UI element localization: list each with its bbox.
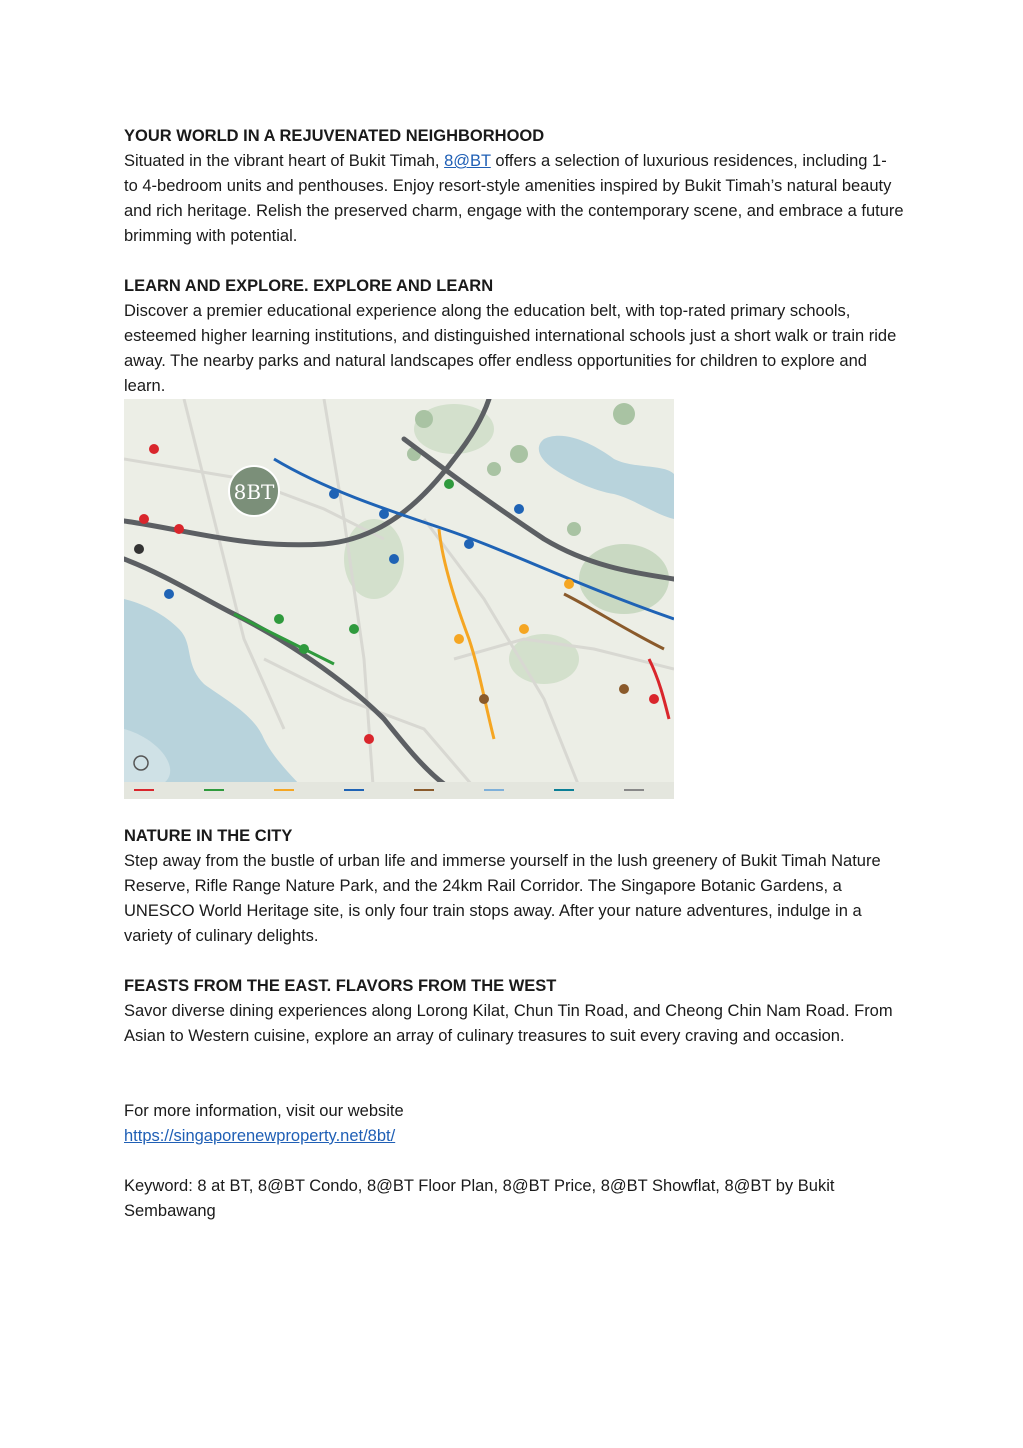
section-text-nature: Step away from the bustle of urban life and immerse yourself in the lush greenery of Bukit Timah Nature Reserve, Rifle Range Nature Park, and the 24km Rail Corridor. The Singapore Botanic Gardens, a UNESCO World Heritage site, is only four train stops away. After your nature adventures, indulge in a variety of culinary delights. bbox=[124, 852, 881, 945]
section-heading-nature: NATURE IN THE CITY bbox=[124, 827, 293, 845]
location-map bbox=[124, 399, 674, 799]
keywords-text: Keyword: 8 at BT, 8@BT Condo, 8@BT Floor Plan, 8@BT Price, 8@BT Showflat, 8@BT by Bukit Sembawang bbox=[124, 1177, 835, 1220]
8bt-link[interactable]: 8@BT bbox=[444, 152, 491, 170]
section-heading-neighborhood: YOUR WORLD IN A REJUVENATED NEIGHBORHOOD bbox=[124, 127, 545, 145]
section-text-feasts: Savor diverse dining experiences along Lorong Kilat, Chun Tin Road, and Cheong Chin Nam Road. From Asian to Western cuisine, explore an array of culinary treasures to suit every craving and occasion. bbox=[124, 1002, 893, 1045]
section-heading-feasts: FEASTS FROM THE EAST. FLAVORS FROM THE WEST bbox=[124, 977, 557, 995]
document-page bbox=[124, 124, 904, 1224]
section-heading-learn: LEARN AND EXPLORE. EXPLORE AND LEARN bbox=[124, 277, 494, 295]
park-area bbox=[579, 544, 669, 614]
text-before-link: Situated in the vibrant heart of Bukit Timah, bbox=[124, 152, 445, 170]
section-text-learn: Discover a premier educational experience along the education belt, with top-rated primary schools, esteemed higher learning institutions, and distinguished international schools just a short walk or train ride away. The nearby parks and natural landscapes offer endless opportunities for children to explore and learn. bbox=[124, 302, 897, 395]
section-text-neighborhood bbox=[124, 149, 904, 249]
website-link[interactable]: https://singaporenewproperty.net/8bt/ bbox=[124, 1127, 396, 1145]
text-after-link: offers a selection of luxurious residences, including 1- to 4-bedroom units and penthouses. Enjoy resort-style amenities inspired by Bukit Timah’s natural beauty and rich heritage. Relish the preserved charm, engage with the contemporary scene, and embrace a future brimming with potential. bbox=[124, 152, 904, 245]
8bt-logo-text: 8BT bbox=[233, 480, 275, 504]
info-text: For more information, visit our website bbox=[124, 1102, 404, 1120]
